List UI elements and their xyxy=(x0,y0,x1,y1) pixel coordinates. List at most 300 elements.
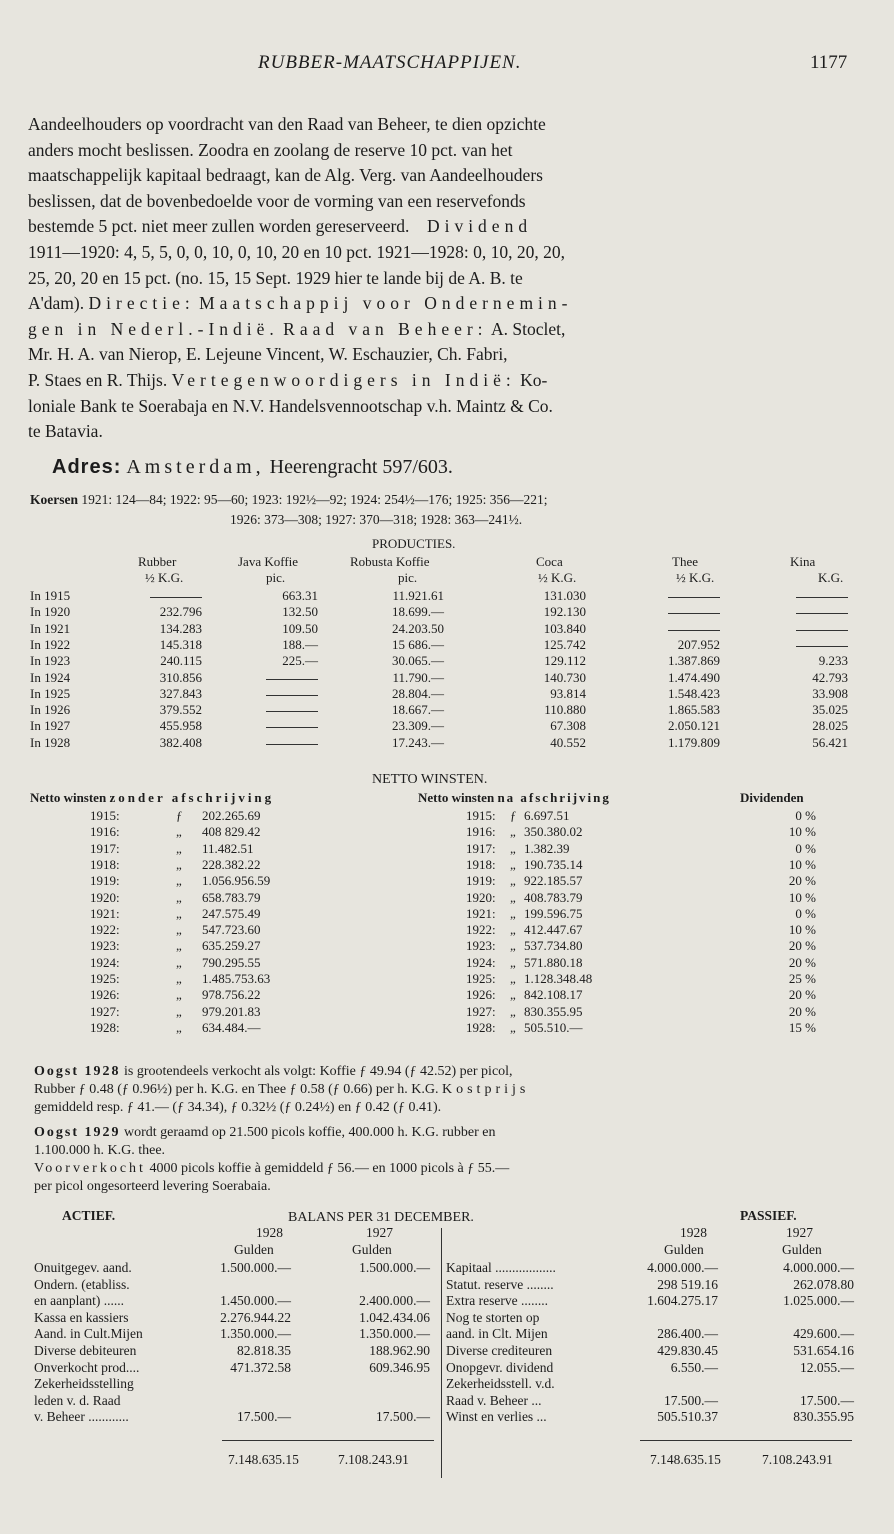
asset-1927: 2.400.000.— xyxy=(359,1293,430,1309)
liabilities-title: PASSIEF. xyxy=(740,1208,797,1223)
net-profit-year: 1918: xyxy=(466,856,496,872)
net-profit-after: 408.783.79 xyxy=(524,889,583,905)
net-profit-year: 1918: xyxy=(90,856,120,872)
net-profit-year: 1923: xyxy=(90,938,120,954)
dividend-value: 20 % xyxy=(788,1003,816,1019)
production-cell: 24.203.50 xyxy=(392,620,444,636)
share-prices xyxy=(30,490,548,530)
net-profit-year: 1924: xyxy=(466,954,496,970)
net-profit-after: 1.128.348.48 xyxy=(524,971,593,986)
production-column-unit: pic. xyxy=(398,570,418,585)
production-cell: 103.840 xyxy=(543,620,586,636)
production-cell: 140.730 xyxy=(543,669,586,685)
production-cell-empty xyxy=(796,646,848,647)
production-column-name: Robusta Koffie xyxy=(350,554,430,569)
net-profit-year: 1927: xyxy=(90,1003,120,1019)
liability-1927: 1.025.000.— xyxy=(783,1293,854,1309)
cost-price-label: Kostprijs xyxy=(442,1082,530,1097)
header-text: Netto winsten xyxy=(418,790,495,805)
page-number: 1177 xyxy=(810,52,848,73)
net-profit-before: 979.201.83 xyxy=(202,1003,261,1019)
presold-label: Voorverkocht xyxy=(34,1161,146,1176)
liability-label: Statut. reserve ........ xyxy=(446,1276,554,1292)
net-profit-after: 190.735.14 xyxy=(524,856,583,872)
asset-1927: 609.346.95 xyxy=(369,1359,430,1375)
net-profit-before: 247.575.49 xyxy=(202,905,261,921)
vertegenwoordigers-value: Ko- xyxy=(520,369,548,390)
net-profit-year: 1928: xyxy=(466,1019,496,1035)
dividend-value: 0 % xyxy=(795,905,816,921)
header-text: na afschrijving xyxy=(497,790,611,805)
text-line xyxy=(28,317,873,343)
liability-1927: 429.600.— xyxy=(793,1326,854,1342)
text-segment: is grootendeels verkocht als volgt: Koffie ƒ 49.94 (ƒ 42.52) per picol, xyxy=(124,1064,513,1079)
production-cell: 1.865.583 xyxy=(668,702,720,718)
production-row-year: In 1922 xyxy=(30,636,71,652)
production-cell-empty xyxy=(668,597,720,598)
production-cell: 207.952 xyxy=(677,636,720,652)
currency-mark: „ xyxy=(510,987,516,1003)
net-profit-after: 571.880.18 xyxy=(524,954,583,970)
text-line: anders mocht beslissen. Zoodra en zoolang de reserve 10 pct. van het xyxy=(28,139,513,160)
asset-1928: 17.500.— xyxy=(237,1409,291,1425)
dividends-header: Dividenden xyxy=(740,790,804,805)
net-profit-after: 412.447.67 xyxy=(524,922,583,938)
production-table xyxy=(0,536,894,776)
liability-1927: 4.000.000.— xyxy=(783,1260,854,1275)
harvest-label: Oogst 1928 xyxy=(34,1064,121,1079)
harvest-1929 xyxy=(34,1124,874,1160)
liability-1928: 429.830.45 xyxy=(657,1343,718,1358)
production-column-unit: ½ K.G. xyxy=(538,570,577,585)
dividend-value: 15 % xyxy=(788,1019,816,1035)
production-cell: 327.843 xyxy=(159,685,202,701)
net-profit-year: 1921: xyxy=(466,905,496,921)
asset-label: Onuitgegev. aand. xyxy=(34,1260,132,1275)
liability-label: Diverse crediteuren xyxy=(446,1343,553,1358)
text-segment: bestemde 5 pct. niet meer zullen worden gereserveerd. xyxy=(28,216,410,237)
dividend-value: 20 % xyxy=(788,938,816,954)
production-cell: 131.030 xyxy=(543,588,586,603)
text-line: Mr. H. A. van Nierop, E. Lejeune Vincent, W. Eschauzier, Ch. Fabri, xyxy=(28,344,508,365)
production-cell: 129.112 xyxy=(544,653,586,669)
currency-mark: „ xyxy=(176,905,182,921)
currency-mark: „ xyxy=(176,873,182,889)
total-rule-right xyxy=(640,1440,852,1441)
production-cell: 382.408 xyxy=(159,734,202,750)
liability-1928: 298 519.16 xyxy=(657,1276,718,1292)
production-cell: 188.— xyxy=(282,636,318,652)
liability-1927: 17.500.— xyxy=(800,1392,854,1408)
text-line: gemiddeld resp. ƒ 41.— (ƒ 34.34), ƒ 0.32½ (ƒ 0.24½) en ƒ 0.42 (ƒ 0.41). xyxy=(34,1100,442,1115)
currency-mark: „ xyxy=(510,922,516,938)
production-cell: 145.318 xyxy=(159,636,202,652)
liability-label: Nog te storten op xyxy=(446,1309,540,1325)
currency-mark: „ xyxy=(176,954,182,970)
net-profit-before: 658.783.79 xyxy=(202,889,261,905)
total-left-1928: 7.148.635.15 xyxy=(228,1452,299,1467)
net-profit-after: 537.734.80 xyxy=(524,938,583,954)
share-prices-text: 1921: 124—84; 1922: 95—60; 1923: 192½—92; 1924: 254½—176; 1925: 356—221; xyxy=(81,492,548,507)
production-cell-empty xyxy=(266,711,318,712)
currency-mark: „ xyxy=(510,856,516,872)
asset-1927: 1.500.000.— xyxy=(359,1260,430,1275)
currency-mark: „ xyxy=(510,938,516,954)
net-profit-year: 1924: xyxy=(90,954,120,970)
year-1927-left: 1927 xyxy=(366,1225,393,1240)
net-profit-year: 1917: xyxy=(90,840,120,856)
production-title: PRODUCTIES. xyxy=(372,536,456,551)
net-profit-after: 505.510.— xyxy=(524,1019,583,1035)
balance-title: BALANS PER 31 DECEMBER. xyxy=(288,1210,474,1225)
production-cell: 310.856 xyxy=(159,669,202,685)
asset-1927: 17.500.— xyxy=(376,1409,430,1425)
dividend-value: 20 % xyxy=(788,954,816,970)
production-row-year: In 1928 xyxy=(30,734,71,750)
liability-1927: 262.078.80 xyxy=(793,1276,854,1292)
production-cell: 11.921.61 xyxy=(392,588,444,603)
production-cell-empty xyxy=(668,613,720,614)
asset-1927: 188.962.90 xyxy=(369,1343,430,1358)
asset-1927: 1.042.434.06 xyxy=(359,1309,430,1325)
production-cell-empty xyxy=(266,695,318,696)
currency-mark: „ xyxy=(176,987,182,1003)
address-line xyxy=(52,456,453,479)
net-profit-before: 634.484.— xyxy=(202,1019,261,1035)
production-cell: 28.804.— xyxy=(392,685,444,701)
net-profit-year: 1920: xyxy=(466,889,496,905)
text-line: 1.100.000 h. K.G. thee. xyxy=(34,1143,166,1158)
production-row-year: In 1924 xyxy=(30,669,71,685)
production-cell: 42.793 xyxy=(812,669,848,685)
production-column-unit: ½ K.G. xyxy=(145,570,184,585)
production-cell: 18.699.— xyxy=(392,604,444,620)
share-prices-line: 1926: 373—308; 1927: 370—318; 1928: 363—241½. xyxy=(230,512,523,527)
production-cell: 132.50 xyxy=(282,604,318,620)
currency-mark: „ xyxy=(176,922,182,938)
total-right-1927: 7.108.243.91 xyxy=(762,1452,833,1467)
production-cell-empty xyxy=(796,630,848,631)
net-profit-year: 1915: xyxy=(466,808,496,823)
production-cell: 9.233 xyxy=(818,653,848,669)
currency-mark: „ xyxy=(176,938,182,954)
dividend-value: 10 % xyxy=(788,889,816,905)
net-profit-year: 1927: xyxy=(466,1003,496,1019)
net-profit-after: 830.355.95 xyxy=(524,1003,583,1019)
net-profit-year: 1919: xyxy=(90,873,120,889)
net-profit-header-1 xyxy=(30,790,274,806)
production-cell-empty xyxy=(796,597,848,598)
assets-title: ACTIEF. xyxy=(62,1208,116,1223)
net-profit-year: 1922: xyxy=(466,922,496,938)
production-cell: 33.908 xyxy=(812,685,848,701)
production-cell: 192.130 xyxy=(543,604,586,620)
articles-paragraph xyxy=(28,112,873,445)
address-label: Adres: xyxy=(52,456,122,478)
running-title: RUBBER-MAATSCHAPPIJEN. xyxy=(258,52,522,73)
dividend-value: 20 % xyxy=(788,873,816,889)
production-row-year: In 1926 xyxy=(30,702,71,718)
net-profit-year: 1916: xyxy=(466,824,496,840)
currency-left-b: Gulden xyxy=(352,1242,392,1257)
text-line xyxy=(28,368,873,394)
dividend-value: 10 % xyxy=(788,856,816,872)
production-row-year: In 1921 xyxy=(30,620,71,636)
text-segment: P. Staes en R. Thijs. xyxy=(28,369,168,390)
presold xyxy=(34,1160,874,1196)
net-profit-before: 228.382.22 xyxy=(202,856,261,872)
production-column-name: Coca xyxy=(536,554,563,569)
asset-label: Diverse debiteuren xyxy=(34,1343,137,1358)
harvest-1928 xyxy=(34,1063,874,1117)
text-segment: 4000 picols koffie à gemiddeld ƒ 56.— en 1000 picols à ƒ 55.— xyxy=(149,1161,510,1176)
year-1927-right: 1927 xyxy=(786,1225,813,1240)
dividend-value: 10 % xyxy=(788,824,816,840)
production-cell: 125.742 xyxy=(543,636,586,652)
production-cell-empty xyxy=(668,630,720,631)
liability-label: Raad v. Beheer ... xyxy=(446,1392,542,1408)
currency-right-b: Gulden xyxy=(782,1242,822,1257)
currency-mark: „ xyxy=(510,905,516,921)
production-cell: 35.025 xyxy=(812,702,848,718)
net-profit-title: NETTO WINSTEN. xyxy=(372,772,488,787)
text-line xyxy=(34,1081,874,1099)
text-segment: gen in Nederl.-Indië. xyxy=(28,318,279,339)
liability-1928: 1.604.275.17 xyxy=(647,1293,718,1309)
net-profit-year: 1926: xyxy=(90,987,120,1003)
production-cell: 1.387.869 xyxy=(668,653,720,669)
currency-mark: „ xyxy=(510,1019,516,1035)
production-cell: 1.474.490 xyxy=(668,669,720,685)
text-line xyxy=(28,214,873,240)
currency-mark: „ xyxy=(176,840,182,856)
production-cell-empty xyxy=(266,679,318,680)
production-cell: 40.552 xyxy=(550,734,586,750)
currency-mark: „ xyxy=(176,824,182,840)
dividend-value: 10 % xyxy=(788,922,816,938)
liability-label: Kapitaal .................. xyxy=(446,1260,556,1275)
liability-1928: 6.550.— xyxy=(670,1359,718,1375)
production-row-year: In 1915 xyxy=(30,588,71,603)
production-cell-empty xyxy=(266,744,318,745)
net-profit-after: 350.380.02 xyxy=(524,824,583,840)
text-line: Aandeelhouders op voordracht van den Raad van Beheer, te dien opzichte xyxy=(28,114,546,134)
total-rule-left xyxy=(222,1440,434,1441)
share-prices-label: Koersen xyxy=(30,492,78,507)
net-profit-year: 1916: xyxy=(90,824,120,840)
asset-1928: 82.818.35 xyxy=(237,1343,291,1358)
net-profit-before: 790.295.55 xyxy=(202,954,261,970)
production-cell: 455.958 xyxy=(159,718,202,734)
asset-label: Ondern. (etabliss. xyxy=(34,1276,130,1292)
production-cell: 15 686.— xyxy=(392,636,444,652)
dividend-value: 25 % xyxy=(788,971,816,986)
net-profit-after: 199.596.75 xyxy=(524,905,583,921)
net-profit-header-2 xyxy=(418,790,611,806)
text-line xyxy=(34,1063,874,1081)
net-profit-after: 922.185.57 xyxy=(524,873,583,889)
net-profit-before: 408 829.42 xyxy=(202,824,261,840)
year-1928-left: 1928 xyxy=(256,1225,283,1240)
currency-mark: „ xyxy=(510,889,516,905)
net-profit-year: 1925: xyxy=(90,971,120,986)
liability-1928: 286.400.— xyxy=(657,1326,718,1342)
net-profit-year: 1926: xyxy=(466,987,496,1003)
dividend-value: 20 % xyxy=(788,987,816,1003)
net-profit-year: 1915: xyxy=(90,808,120,823)
year-1928-right: 1928 xyxy=(680,1225,707,1240)
net-profit-year: 1921: xyxy=(90,905,120,921)
asset-1927: 1.350.000.— xyxy=(359,1326,430,1342)
header-text: zonder afschrijving xyxy=(109,790,275,805)
net-profit-before: 635.259.27 xyxy=(202,938,261,954)
production-column-name: Rubber xyxy=(138,554,177,569)
liability-1927: 12.055.— xyxy=(800,1359,854,1375)
production-cell: 93.814 xyxy=(550,685,586,701)
production-cell-empty xyxy=(796,613,848,614)
net-profit-before: 202.265.69 xyxy=(202,808,261,823)
production-cell: 1.179.809 xyxy=(668,734,720,750)
production-cell: 109.50 xyxy=(282,620,318,636)
currency-mark: „ xyxy=(176,889,182,905)
production-cell: 30.065.— xyxy=(392,653,444,669)
text-line: te Batavia. xyxy=(28,421,103,442)
liability-1928: 505.510.37 xyxy=(657,1409,718,1425)
address-city: Amsterdam, xyxy=(126,456,265,478)
text-segment: Rubber ƒ 0.48 (ƒ 0.96½) per h. K.G. en Thee ƒ 0.58 (ƒ 0.66) per h. K.G. xyxy=(34,1082,439,1097)
asset-1928: 2.276.944.22 xyxy=(220,1309,291,1325)
balance-divider xyxy=(441,1228,442,1478)
asset-label: leden v. d. Raad xyxy=(34,1392,121,1408)
net-profit-before: 547.723.60 xyxy=(202,922,261,938)
net-profit-year: 1928: xyxy=(90,1019,120,1035)
net-profit-after: 6.697.51 xyxy=(524,808,570,823)
production-cell: 240.115 xyxy=(160,653,202,669)
asset-label: Onverkocht prod.... xyxy=(34,1359,140,1375)
total-left-1927: 7.108.243.91 xyxy=(338,1452,409,1467)
production-cell: 134.283 xyxy=(159,620,202,636)
production-cell: 23.309.— xyxy=(392,718,444,734)
liability-label: Onopgevr. dividend xyxy=(446,1359,554,1375)
raad-value: A. Stoclet, xyxy=(490,318,566,339)
asset-label: Kassa en kassiers xyxy=(34,1309,129,1325)
production-cell: 663.31 xyxy=(282,588,318,603)
text-line: 1911—1920: 4, 5, 5, 0, 0, 10, 0, 10, 20 en 10 pct. 1921—1928: 0, 10, 20, 20, xyxy=(28,241,565,262)
production-column-unit: ½ K.G. xyxy=(676,570,715,585)
text-line: per picol ongesorteerd levering Soerabaia. xyxy=(34,1179,271,1194)
currency-right-a: Gulden xyxy=(664,1242,704,1257)
production-cell: 18.667.— xyxy=(392,702,444,718)
asset-1928: 1.450.000.— xyxy=(220,1293,291,1309)
liability-label: aand. in Clt. Mijen xyxy=(446,1326,548,1342)
production-row-year: In 1927 xyxy=(30,718,71,734)
production-cell: 1.548.423 xyxy=(668,685,720,701)
production-cell: 56.421 xyxy=(812,734,848,750)
production-column-unit: pic. xyxy=(266,570,286,585)
currency-mark: „ xyxy=(176,1019,182,1035)
currency-mark: „ xyxy=(510,971,516,986)
text-line: loniale Bank te Soerabaja en N.V. Handelsvennootschap v.h. Maintz & Co. xyxy=(28,395,553,416)
currency-mark: „ xyxy=(510,824,516,840)
text-line xyxy=(28,291,873,317)
net-profit-after: 1.382.39 xyxy=(524,840,570,856)
liability-label: Zekerheidsstell. v.d. xyxy=(446,1376,555,1392)
liability-label: Extra reserve ........ xyxy=(446,1293,548,1309)
production-row-year: In 1920 xyxy=(30,604,71,620)
currency-mark: ƒ xyxy=(510,808,517,823)
net-profit-year: 1919: xyxy=(466,873,496,889)
asset-label: v. Beheer ............ xyxy=(34,1409,129,1425)
net-profit-year: 1917: xyxy=(466,840,496,856)
liability-1927: 830.355.95 xyxy=(793,1409,854,1425)
asset-label: en aanplant) ...... xyxy=(34,1293,124,1309)
net-profit-before: 11.482.51 xyxy=(202,840,254,856)
liability-label: Winst en verlies ... xyxy=(446,1409,547,1425)
currency-left-a: Gulden xyxy=(234,1242,274,1257)
net-profit-after: 842.108.17 xyxy=(524,987,583,1003)
currency-mark: „ xyxy=(176,971,182,986)
currency-mark: „ xyxy=(176,1003,182,1019)
net-profit-year: 1925: xyxy=(466,971,496,986)
production-cell-empty xyxy=(150,597,202,598)
net-profit-year: 1922: xyxy=(90,922,120,938)
production-row-year: In 1925 xyxy=(30,685,71,701)
production-cell: 2.050.121 xyxy=(668,718,720,734)
dividend-label: Dividend xyxy=(426,216,533,237)
net-profit-before: 1.056.956.59 xyxy=(202,873,271,889)
net-profit-before: 1.485.753.63 xyxy=(202,971,271,986)
production-cell-empty xyxy=(266,727,318,728)
asset-1928: 1.350.000.— xyxy=(220,1326,291,1342)
header-text: Netto winsten xyxy=(30,790,107,805)
total-right-1928: 7.148.635.15 xyxy=(650,1452,721,1467)
vertegenwoordigers-label: Vertegenwoordigers in Indië: xyxy=(171,369,516,390)
production-column-unit: K.G. xyxy=(818,570,844,585)
currency-mark: „ xyxy=(176,856,182,872)
asset-1928: 471.372.58 xyxy=(230,1359,291,1375)
dividend-value: 0 % xyxy=(795,808,816,823)
liability-1928: 4.000.000.— xyxy=(647,1260,718,1275)
production-cell: 225.— xyxy=(282,653,318,669)
production-cell: 67.308 xyxy=(550,718,586,734)
text-line: maatschappelijk kapitaal bedraagt, kan de Alg. Verg. van Aandeelhouders xyxy=(28,165,543,186)
asset-label: Zekerheidsstelling xyxy=(34,1376,134,1392)
raad-label: Raad van Beheer: xyxy=(283,318,488,339)
currency-mark: „ xyxy=(510,1003,516,1019)
liability-1927: 531.654.16 xyxy=(793,1343,854,1358)
net-profit-year: 1923: xyxy=(466,938,496,954)
dividend-value: 0 % xyxy=(795,840,816,856)
address-street: Heerengracht 597/603. xyxy=(269,456,453,478)
production-column-name: Thee xyxy=(672,554,698,569)
text-segment: A'dam). xyxy=(28,293,85,314)
text-segment: wordt geraamd op 21.500 picols koffie, 400.000 h. K.G. rubber en xyxy=(124,1125,496,1140)
asset-1928: 1.500.000.— xyxy=(220,1260,291,1275)
text-line: 25, 20, 20 en 15 pct. (no. 15, 15 Sept. 1929 hier te lande bij de A. B. te xyxy=(28,267,523,288)
share-prices-line xyxy=(30,490,548,510)
harvest-label: Oogst 1929 xyxy=(34,1125,121,1140)
text-line: beslissen, dat de bovenbedoelde voor de vorming van een reservefonds xyxy=(28,190,526,211)
asset-label: Aand. in Cult.Mijen xyxy=(34,1326,143,1342)
net-profit-year: 1920: xyxy=(90,889,120,905)
production-row-year: In 1923 xyxy=(30,653,71,669)
currency-mark: ƒ xyxy=(176,808,183,823)
currency-mark: „ xyxy=(510,873,516,889)
currency-mark: „ xyxy=(510,954,516,970)
net-profit-before: 978.756.22 xyxy=(202,987,261,1003)
production-cell: 232.796 xyxy=(159,604,202,620)
production-cell: 379.552 xyxy=(159,702,202,718)
